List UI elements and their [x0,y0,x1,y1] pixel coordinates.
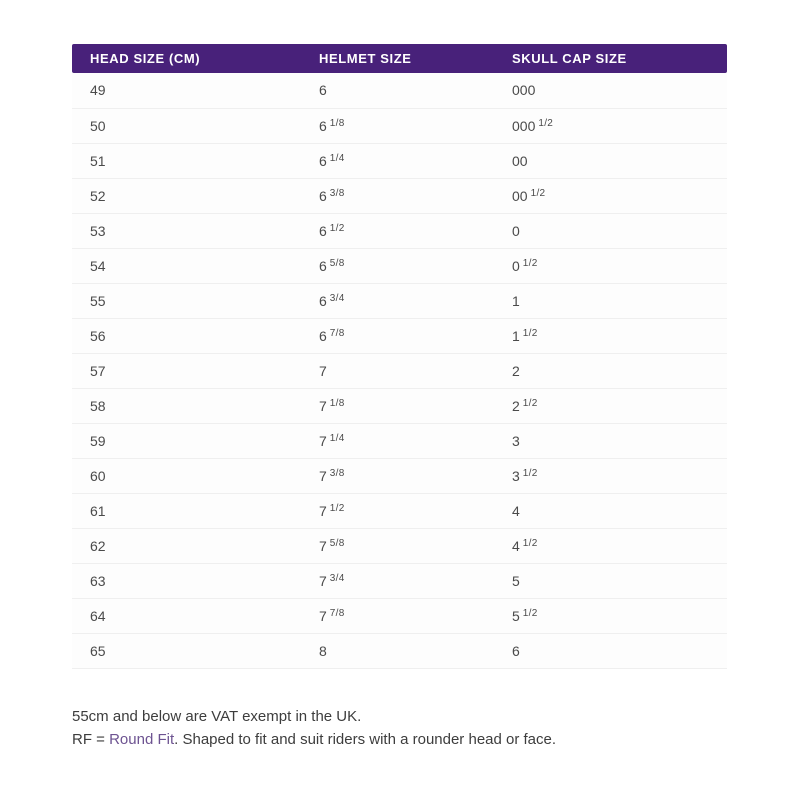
head-size-value: 62 [90,537,106,554]
table-body [72,73,727,668]
skull-cap-size-value: 000 [512,117,536,134]
table-row [72,178,727,213]
table-row [72,73,727,108]
head-size-value: 64 [90,607,106,624]
skull-cap-size-value: 3 [512,432,520,449]
cell-head-size [72,458,319,493]
skull-cap-size-value: 4 [512,502,520,519]
cell-helmet-size [319,633,512,668]
cell-helmet-size [319,598,512,633]
cell-skull-cap-size [512,73,727,108]
table-row [72,633,727,668]
helmet-size-fraction: 7/8 [329,327,345,339]
skull-cap-size-fraction: 1/2 [522,607,538,619]
cell-head-size [72,108,319,143]
helmet-size-value: 6 [319,187,327,204]
head-size-value: 60 [90,467,106,484]
table-row [72,353,727,388]
helmet-size-fraction: 3/8 [329,467,345,479]
helmet-size-fraction: 3/8 [329,187,345,199]
helmet-size-fraction: 5/8 [329,257,345,269]
helmet-size-value: 7 [319,432,327,449]
cell-skull-cap-size [512,353,727,388]
helmet-size-value: 7 [319,572,327,589]
column-header-head-size: HEAD SIZE (CM) [72,44,319,73]
cell-head-size [72,423,319,458]
head-size-value: 55 [90,292,106,309]
cell-helmet-size [319,388,512,423]
rf-note-prefix: RF = [72,731,110,748]
round-fit-link[interactable]: Round Fit [109,731,175,748]
head-size-value: 52 [90,187,106,204]
helmet-size-fraction: 1/8 [329,117,345,129]
table-row [72,283,727,318]
helmet-size-value: 6 [319,222,327,239]
skull-cap-size-fraction: 1/2 [522,257,538,269]
cell-helmet-size [319,143,512,178]
helmet-size-fraction: 1/8 [329,397,345,409]
cell-head-size [72,248,319,283]
cell-head-size [72,528,319,563]
head-size-value: 49 [90,82,106,99]
rf-note-suffix: . Shaped to fit and suit riders with a rounder head or face. [174,731,557,748]
head-size-value: 61 [90,502,106,519]
cell-skull-cap-size [512,633,727,668]
skull-cap-size-value: 3 [512,467,520,484]
helmet-size-fraction: 1/4 [329,152,345,164]
table-row [72,318,727,353]
helmet-size-fraction: 1/2 [329,502,345,514]
skull-cap-size-value: 2 [512,362,520,379]
skull-cap-size-value: 5 [512,572,520,589]
table-row [72,423,727,458]
cell-skull-cap-size [512,528,727,563]
cell-skull-cap-size [512,108,727,143]
head-size-value: 59 [90,432,106,449]
skull-cap-size-value: 0 [512,222,520,239]
skull-cap-size-fraction: 1/2 [522,397,538,409]
helmet-size-value: 6 [319,327,327,344]
column-header-skull-cap-size: SKULL CAP SIZE [512,44,727,73]
helmet-size-fraction: 1/2 [329,222,345,234]
helmet-size-value: 7 [319,537,327,554]
cell-head-size [72,633,319,668]
cell-head-size [72,283,319,318]
vat-note: 55cm and below are VAT exempt in the UK. [72,708,362,725]
cell-helmet-size [319,353,512,388]
table-row [72,458,727,493]
table-row [72,213,727,248]
helmet-size-value: 7 [319,397,327,414]
helmet-size-value: 6 [319,152,327,169]
helmet-size-fraction: 1/4 [329,432,345,444]
table-row [72,248,727,283]
cell-skull-cap-size [512,423,727,458]
skull-cap-size-fraction: 1/2 [522,327,538,339]
skull-cap-size-value: 5 [512,607,520,624]
helmet-size-fraction: 7/8 [329,607,345,619]
cell-helmet-size [319,213,512,248]
cell-helmet-size [319,178,512,213]
helmet-size-fraction: 3/4 [329,572,345,584]
helmet-size-value: 6 [319,257,327,274]
cell-helmet-size [319,458,512,493]
cell-head-size [72,213,319,248]
cell-skull-cap-size [512,143,727,178]
helmet-size-value: 7 [319,362,327,379]
skull-cap-size-value: 2 [512,397,520,414]
head-size-value: 53 [90,222,106,239]
head-size-value: 56 [90,327,106,344]
skull-cap-size-fraction: 1/2 [522,467,538,479]
table-row [72,388,727,423]
table-notes [72,705,556,751]
skull-cap-size-value: 1 [512,292,520,309]
size-chart-table [72,44,727,669]
rf-note [72,728,556,751]
skull-cap-size-value: 1 [512,327,520,344]
skull-cap-size-fraction: 1/2 [522,537,538,549]
skull-cap-size-value: 6 [512,642,520,659]
cell-helmet-size [319,73,512,108]
cell-skull-cap-size [512,213,727,248]
helmet-size-value: 6 [319,117,327,134]
cell-helmet-size [319,423,512,458]
cell-skull-cap-size [512,178,727,213]
cell-skull-cap-size [512,318,727,353]
table-row [72,598,727,633]
cell-head-size [72,73,319,108]
cell-helmet-size [319,528,512,563]
head-size-value: 51 [90,152,106,169]
helmet-size-fraction: 3/4 [329,292,345,304]
helmet-size-value: 7 [319,502,327,519]
head-size-value: 63 [90,572,106,589]
helmet-size-value: 8 [319,642,327,659]
skull-cap-size-fraction: 1/2 [538,117,554,129]
cell-head-size [72,318,319,353]
cell-skull-cap-size [512,563,727,598]
cell-helmet-size [319,248,512,283]
head-size-value: 57 [90,362,106,379]
cell-helmet-size [319,563,512,598]
cell-skull-cap-size [512,458,727,493]
cell-helmet-size [319,108,512,143]
helmet-size-value: 6 [319,82,327,99]
head-size-value: 65 [90,642,106,659]
skull-cap-size-value: 4 [512,537,520,554]
cell-skull-cap-size [512,598,727,633]
column-header-helmet-size: HELMET SIZE [319,44,512,73]
head-size-value: 58 [90,397,106,414]
cell-head-size [72,143,319,178]
skull-cap-size-value: 00 [512,152,528,169]
head-size-value: 54 [90,257,106,274]
cell-helmet-size [319,283,512,318]
table-row [72,143,727,178]
cell-skull-cap-size [512,248,727,283]
cell-head-size [72,598,319,633]
helmet-size-value: 7 [319,607,327,624]
skull-cap-size-fraction: 1/2 [530,187,546,199]
table-row [72,108,727,143]
cell-helmet-size [319,318,512,353]
helmet-size-value: 6 [319,292,327,309]
helmet-size-fraction: 5/8 [329,537,345,549]
head-size-value: 50 [90,117,106,134]
table-row [72,528,727,563]
table-header-row [72,44,727,73]
cell-skull-cap-size [512,283,727,318]
skull-cap-size-value: 0 [512,257,520,274]
cell-head-size [72,178,319,213]
table-row [72,493,727,528]
helmet-size-value: 7 [319,467,327,484]
table-row [72,563,727,598]
cell-head-size [72,388,319,423]
cell-skull-cap-size [512,493,727,528]
skull-cap-size-value: 000 [512,82,536,99]
cell-helmet-size [319,493,512,528]
skull-cap-size-value: 00 [512,187,528,204]
cell-skull-cap-size [512,388,727,423]
cell-head-size [72,353,319,388]
cell-head-size [72,563,319,598]
cell-head-size [72,493,319,528]
